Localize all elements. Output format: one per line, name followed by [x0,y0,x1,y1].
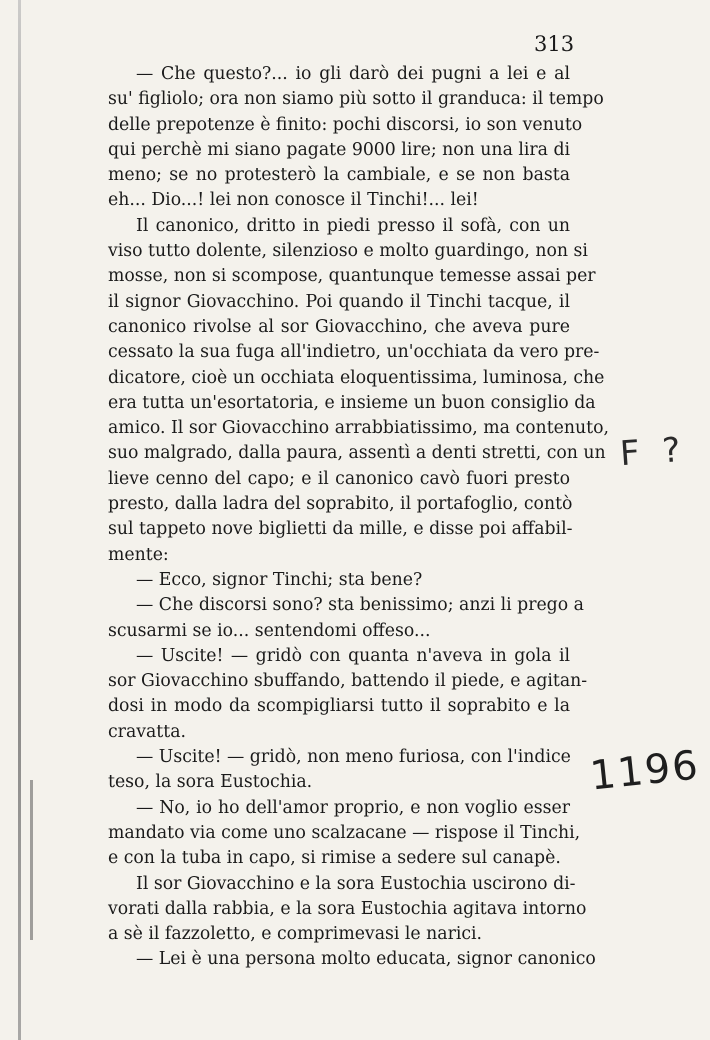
text-line: era tutta un'esortatoria, e insieme un buon consiglio da [108,392,596,413]
page-left-edge [18,0,21,1040]
text-line: sul tappeto nove biglietti da mille, e disse poi affabil- [108,519,573,540]
text-line: Il sor Giovacchino e la sora Eustochia uscirono di- [136,873,576,894]
text-line: qui perchè mi siano pagate 9000 lire; non una lira di [108,139,571,160]
text-line: presto, dalla ladra del soprabito, il portafoglio, contò [108,494,573,515]
text-line: eh... Dio...! lei non conosce il Tinchi!... lei! [108,190,479,211]
text-line: — Ecco, signor Tinchi; sta bene? [136,569,423,590]
margin-handwritten-note-f: F ? [618,429,688,475]
text-line: Il canonico, dritto in piedi presso il sofà, con un [136,215,570,236]
text-line: teso, la sora Eustochia. [108,772,313,793]
page-number: 313 [534,32,575,56]
text-line: dicatore, cioè un occhiata eloquentissima, luminosa, che [108,367,605,388]
text-line: — No, io ho dell'amor proprio, e non voglio esser [136,797,570,818]
text-line: su' figliolo; ora non siamo più sotto il granduca: il tempo [108,89,604,110]
text-line: suo malgrado, dalla paura, assentì a denti stretti, con un [108,443,606,464]
text-line: mosse, non si scompose, quantunque temesse assai per [108,266,596,287]
text-line: delle prepotenze è finito: pochi discorsi, io son venuto [108,114,583,135]
text-line: il signor Giovacchino. Poi quando il Tinchi tacque, il [108,291,570,312]
text-line: a sè il fazzoletto, e comprimevasi le narici. [108,924,483,945]
text-line: meno; se no protesterò la cambiale, e se non basta [108,165,570,186]
text-line: cravatta. [108,721,186,742]
text-line: — Che discorsi sono? sta benissimo; anzi li prego a [136,595,584,616]
text-line: viso tutto dolente, silenzioso e molto guardingo, non si [108,241,588,262]
text-line: — Che questo?... io gli darò dei pugni a lei e al [136,64,570,84]
text-line: e con la tuba in capo, si rimise a sedere sul canapè. [108,848,561,869]
text-line: mente: [108,544,169,565]
text-line: canonico rivolse al sor Giovacchino, che aveva pure [108,316,570,337]
page-binding-mark [30,780,33,940]
margin-handwritten-note-number: 1196 [587,742,702,800]
text-line: lieve cenno del capo; e il canonico cavò fuori presto [108,468,570,489]
text-line: sor Giovacchino sbuffando, battendo il piede, e agitan- [108,671,588,692]
text-line: — Lei è una persona molto educata, signor canonico [136,949,596,970]
text-line: — Uscite! — gridò con quanta n'aveva in gola il [136,645,570,666]
text-line: mandato via come uno scalzacane — rispose il Tinchi, [108,822,581,843]
text-line: amico. Il sor Giovacchino arrabbiatissimo, ma contenuto, [108,418,609,439]
text-line: dosi in modo da scompigliarsi tutto il soprabito e la [108,696,570,717]
text-line: cessato la sua fuga all'indietro, un'occhiata da vero pre- [108,342,600,363]
text-line: — Uscite! — gridò, non meno furiosa, con l'indice [136,747,571,768]
body-text [108,62,609,973]
text-line: vorati dalla rabbia, e la sora Eustochia agitava intorno [108,898,587,919]
text-line: scusarmi se io... sentendomi offeso... [108,620,431,641]
